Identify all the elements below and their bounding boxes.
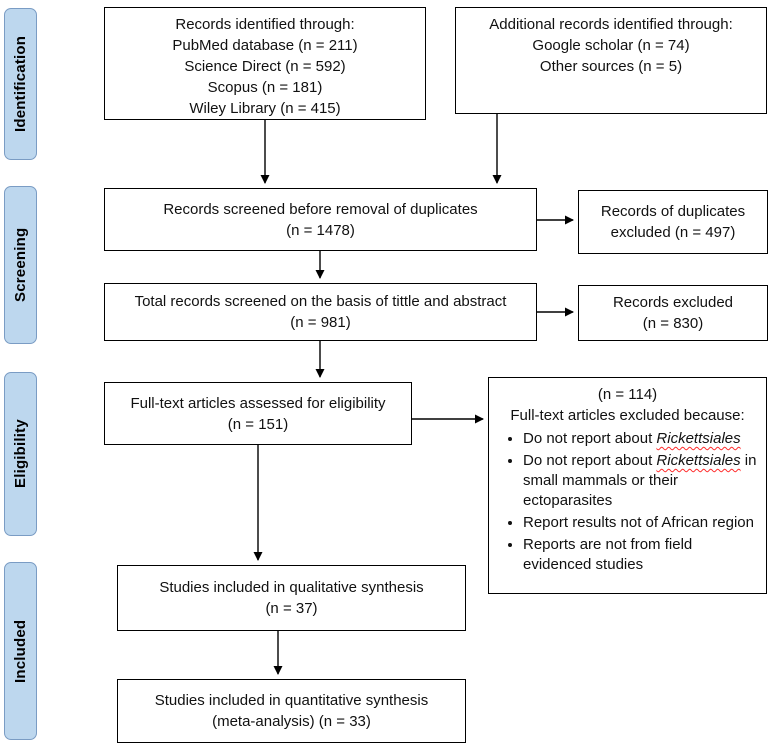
box-fulltext-assessed xyxy=(104,382,412,445)
text-line: Records of duplicates xyxy=(600,203,746,220)
excluded-reason-list xyxy=(497,429,758,577)
text-line: Studies included in quantitative synthesis xyxy=(154,692,429,709)
box-records-excluded xyxy=(578,285,768,341)
text-line: (n = 981) xyxy=(290,314,351,331)
text-line: (n = 37) xyxy=(265,600,318,617)
text-line: Full-text articles assessed for eligibility xyxy=(130,394,386,412)
text-line: Records identified through: xyxy=(175,16,355,33)
excluded-count: (n = 114) xyxy=(597,386,658,403)
box-records-identified-databases xyxy=(104,7,426,120)
text-line: PubMed database (n = 211) xyxy=(172,37,358,54)
text-line: Wiley Library (n = 415) xyxy=(189,100,341,117)
text-line: (n = 830) xyxy=(642,315,704,332)
text-line: (n = 151) xyxy=(227,415,289,433)
text-line: Total records screened on the basis of tittle and abstract xyxy=(134,293,507,310)
text-line: Studies included in qualitative synthesis xyxy=(159,579,424,596)
text-line: Google scholar (n = 74) xyxy=(532,37,690,54)
text-line: Scopus (n = 181) xyxy=(207,79,323,96)
box-qualitative-synthesis xyxy=(117,565,466,631)
text-line: (meta-analysis) (n = 33) xyxy=(212,713,371,730)
excluded-title: Full-text articles excluded because: xyxy=(510,407,745,424)
stage-label-eligibility: Eligibility xyxy=(4,372,37,536)
excluded-reason: • Report results not of African region xyxy=(523,513,758,533)
species-term: Rickettsiales xyxy=(656,452,741,469)
text-line: Records excluded xyxy=(612,294,734,311)
stage-label-included: Included xyxy=(4,562,37,740)
text-line: Additional records identified through: xyxy=(489,16,733,33)
text-line: Records screened before removal of duplicates xyxy=(163,200,478,218)
excluded-reason: • Do not report about Rickettsiales in small mammals or their ectoparasites xyxy=(523,451,758,511)
text-line: excluded (n = 497) xyxy=(610,224,736,241)
excluded-reason: • Do not report about Rickettsiales xyxy=(523,429,758,449)
species-term: Rickettsiales xyxy=(656,430,741,447)
box-fulltext-excluded-reasons xyxy=(488,377,767,594)
box-records-screened-before-duplicates xyxy=(104,188,537,251)
box-additional-records xyxy=(455,7,767,114)
excluded-reason: • Reports are not from field evidenced studies xyxy=(523,535,758,575)
stage-label-identification: Identification xyxy=(4,8,37,160)
box-screened-title-abstract xyxy=(104,283,537,341)
text-line: (n = 1478) xyxy=(286,221,355,239)
box-duplicates-excluded xyxy=(578,190,768,254)
stage-label-screening: Screening xyxy=(4,186,37,344)
text-line: Science Direct (n = 592) xyxy=(184,58,346,75)
box-quantitative-synthesis xyxy=(117,679,466,743)
text-line: Other sources (n = 5) xyxy=(539,58,683,75)
